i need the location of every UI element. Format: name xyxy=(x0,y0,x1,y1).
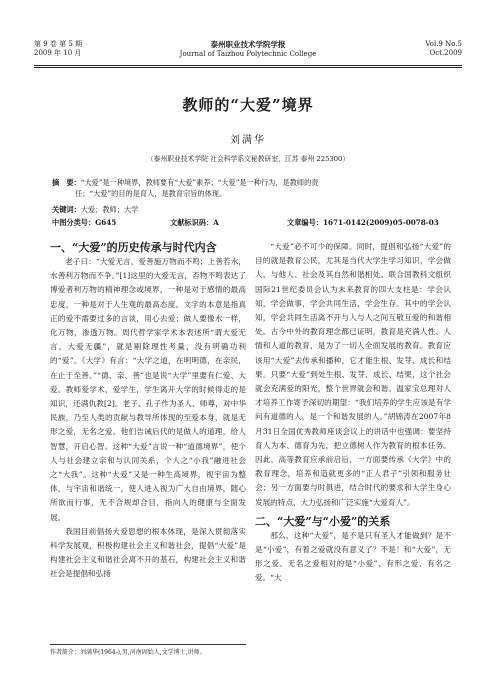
abstract-line-2: 任；“大爱”的目的是育人，是教育宗旨的体现。 xyxy=(75,189,227,198)
article-number: 文章编号：1671-0142(2009)05-0078-03 xyxy=(287,218,439,227)
section-2-title: 二、“大爱”与“小爱”的关系 xyxy=(255,514,391,528)
header-rule-thin xyxy=(34,67,462,68)
keywords-label: 关键词： xyxy=(52,205,81,214)
issue-volume: 第 9 卷 第 5 期 xyxy=(34,40,83,48)
journal-name-en: Journal of Taizhou Polytechnic College xyxy=(179,50,317,58)
abstract-label: 摘 要： xyxy=(52,178,81,187)
issue-date: 2009 年 10 月 xyxy=(34,49,82,57)
clc-number: 中图分类号：G645 xyxy=(52,218,117,227)
right-paragraph-1: “大爱”必不可少的保障。同时，提倡和弘扬“大爱”的目的就是教育公民，尤其是当代大学生学习知识，学会做人，与他人、社会及其自然和谐相处。联合国教科文组织国际21世纪委员会认为未来教育的四大支柱是：学会认知，学会做事，学会共同生活，学会生存。其中的学会认知，学会共同生活离不开与人与人之间互敬互爱的和谐相处。古今中外的教育理念都已证明，教育是充满人性、人情和人道的教育，是为了一切人全面发展的教育。教育应该用“大爱”去传承和播种，它才能生根、发芽、成长和结果。只要“大爱”到处生根、发芽、成长、结果，这个社会就会充满爱的阳光，整个世界就会和谐。温家宝总理对人才培养工作寄予深切的期望：“我们培养的学生应该是有学问有道德的人，是一个和谐发展的人。”胡锦涛在2007年8月31日全国优秀教师座谈会议上的讲话中也强调：要坚持育人为本、德育为先，把立德树人作为教育的根本任务。因此，高等教育应承前启后，一方面要传承《大学》中的教育理念，培养和造就更多的“正人君子”引领和服务社会；另一方面要与时俱进，结合时代的要求和大学生身心发展的特点，大力弘扬和广泛实施“大爱育人”。 xyxy=(255,242,451,507)
author-affiliation: （泰州职业技术学院 社会科学系文秘教研室，江苏 泰州 225300） xyxy=(146,155,350,163)
section-1-title: 一、“大爱”的历史传承与时代内含 xyxy=(50,241,217,254)
article-metadata xyxy=(52,218,456,230)
journal-name-cn: 泰州职业技术学院学报 xyxy=(210,40,286,49)
right-column xyxy=(255,240,451,586)
left-paragraph-1: 老子曰：“大爱无言，爱善施万物而不鸣；上善若水，水善利万物而不争。”[1]这里的大爱无言，否物不鸣表达了博爱者利万物的精神理念或境界，一种是对于感情的最高忠度，一种是对于人生观的最高态度。文字的本意是指真正的爱不需要过多的言谈，用心去爱；做人要像水一样，化万物，渗透万物。周代哲学家学术本表述所“谓大爱无言，大爱无疆”，就是剔除理性考量，没有明确功利的“爱”。《大学》有言：“大学之道，在明明德，在亲民，在止于至善。”“德、亲、善”也是说“大学”里要有仁爱、大爱。教师爱学术，爱学生，学生离开大学的时候得走的是知识，还满仇教[2]。老子、孔子作为圣人、师尊，对中华民族，乃至人类的贡献与教导所体现的至爱本身，就是无形之爱，无名之爱。他们告诫后代的是做人的道理，给人智慧，开启心智。这种“大爱”言说一种“道德境界”，使个人与社会建立亲和与认同关系，个人之“小我”融进社会之“大我”。这种“大爱”又是一种生高境界，视宇宙为整体，与宇宙和谐统一，使人进入视为广大自由境界，随心所欲而行事，无不合规却合目，指向人的健康与全面发展。 xyxy=(50,257,246,522)
author-footnote: 作者简介：刘满华(1964-),男,河南固始人,文学博士,讲师。 xyxy=(50,644,246,656)
abstract-line-1: “大爱”是一种境界，教师要有“大爱”素养；“大爱”是一种行为，是教师的责 xyxy=(80,178,319,187)
left-paragraph-2: 我国目前倡扬大爱思想的根本体现，是深入贯彻落实科学发展观，积极构建社会主义和谐社会，提倡“大爱”是构建社会主义和谐社会离不开的基石，构建社会主义和谐社会是提倡和弘扬 xyxy=(50,526,246,579)
journal-name xyxy=(34,40,462,59)
keywords-text: 大爱；教师；大学 xyxy=(80,205,139,214)
keywords xyxy=(52,204,444,215)
document-code: 文献标识码：A xyxy=(170,218,219,227)
article-author: 刘满华 xyxy=(230,135,266,146)
issue-info-en xyxy=(425,40,462,58)
abstract xyxy=(52,177,444,199)
date-en: Oct.2009 xyxy=(429,49,462,57)
right-paragraph-2: 那么，这种“大爱”，是不是只有圣人才能做到？是不是“小爱”，有着之爱就没有意义了？不是！和“大爱”，无形之爱、无名之爱相对的是“小爱”、有形之爱、有名之爱。“大 xyxy=(255,530,451,583)
left-column xyxy=(50,240,246,582)
article-title: 教师的“大爱”境界 xyxy=(182,96,314,114)
volume-en: Vol.9 No.5 xyxy=(425,40,462,48)
header-rule xyxy=(34,65,462,66)
running-header xyxy=(34,38,462,66)
